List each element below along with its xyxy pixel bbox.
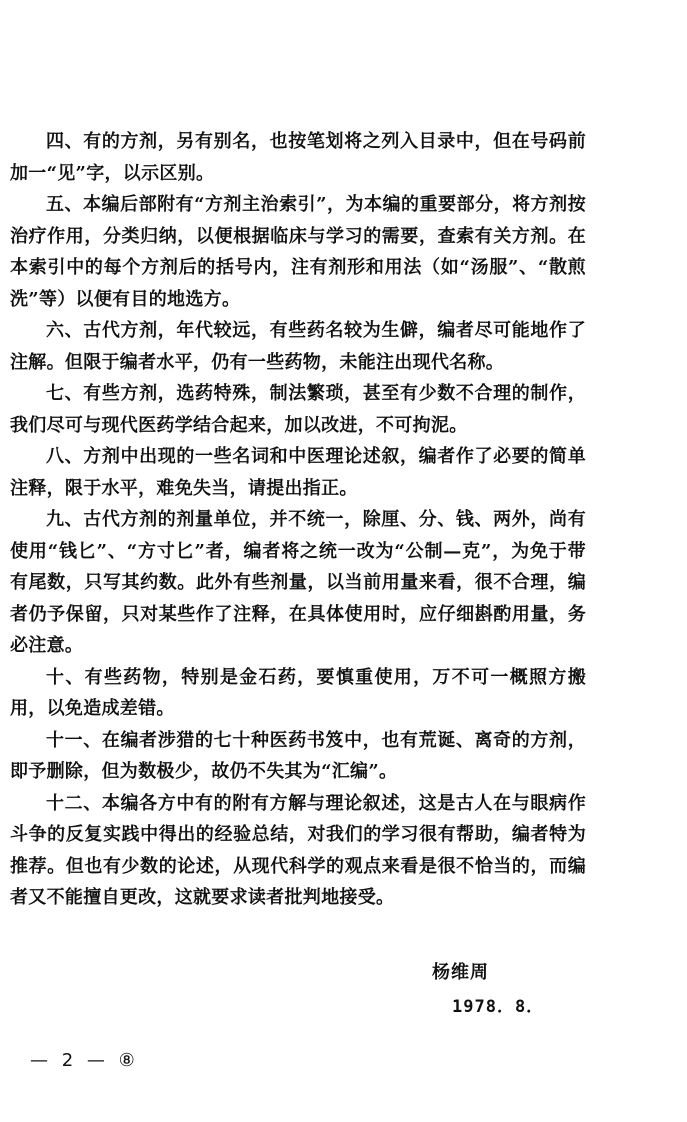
paragraph-6: 六、古代方剂，年代较远，有些药名较为生僻，编者尽可能地作了注解。但限于编者水平，仍有一些药物，未能注出现代名称。 — [10, 320, 586, 373]
paragraph-8: 八、方剂中出现的一些名词和中医理论述叙，编者作了必要的简单注释，限于水平，难免失当，请提出指正。 — [10, 446, 586, 499]
signature-date: 1978．8． — [452, 997, 545, 1017]
paragraph-10: 十、有些药物，特别是金石药，要慎重使用，万不可一概照方搬用，以免造成差错。 — [10, 666, 586, 719]
paragraph-11: 十一、在编者涉猎的七十种医药书笈中，也有荒诞、离奇的方剂，即予删除，但为数极少，故仍不失其为“汇编”。 — [10, 729, 586, 782]
paragraph-9: 九、古代方剂的剂量单位，并不统一，除厘、分、钱、两外，尚有使用“钱匕”、“方寸匕”者，编者将之统一改为“公制—克”，为免于带有尾数，只写其约数。此外有些剂量，以当前用量来看，很不合理，编者仍予保留，只对某些作了注释，在具体使用时，应仔细斟酌用量，务必注意。 — [10, 509, 586, 656]
paragraph-12: 十二、本编各方中有的附有方解与理论叙述，这是古人在与眼病作斗争的反复实践中得出的经验总结，对我们的学习很有帮助，编者特为推荐。但也有少数的论述，从现代科学的观点来看是很不恰当的，而编者又不能擅自更改，这就要求读者批判地接受。 — [10, 792, 586, 908]
page-number: — 2 — ⑧ — [30, 1050, 139, 1071]
author-signature: 杨维周 — [432, 962, 489, 983]
preface-body — [10, 126, 586, 914]
paragraph-7: 七、有些方剂，选药特殊，制法繁琐，甚至有少数不合理的制作，我们尽可与现代医药学结合起来，加以改进，不可拘泥。 — [10, 383, 586, 436]
paragraph-5: 五、本编后部附有“方剂主治索引”，为本编的重要部分，将方剂按治疗作用，分类归纳，以便根据临床与学习的需要，查索有关方剂。在本索引中的每个方剂后的括号内，注有剂形和用法（如“汤服”、“散煎洗”等）以便有目的地选方。 — [10, 194, 586, 310]
paragraph-4: 四、有的方剂，另有别名，也按笔划将之列入目录中，但在号码前加一“见”字，以示区别。 — [10, 131, 586, 184]
